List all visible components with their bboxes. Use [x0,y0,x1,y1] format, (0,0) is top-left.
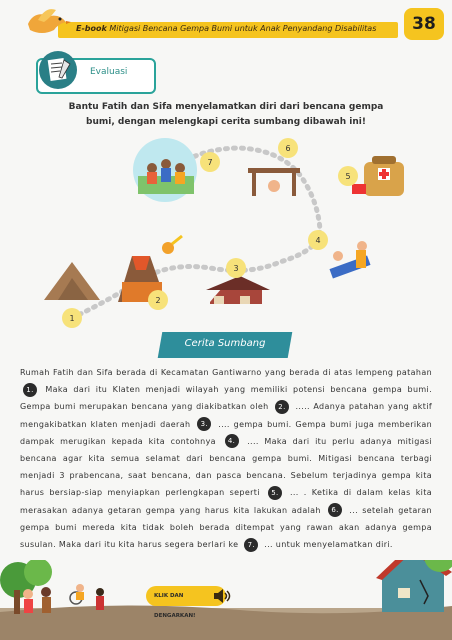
blank-marker-6: 6. [328,503,342,517]
step-marker-4 [308,230,328,250]
step-marker-5 [338,166,358,186]
blank-marker-2: 2. [275,400,289,414]
story-text-6: ... . Ketika di dalam kelas kita merasakan adanya getaran gempa yang harus kita lakukan adalah [20,488,432,515]
book-title-text: Mitigasi Bencana Gempa Bumi untuk Anak Penyandang Disabilitas [109,24,377,33]
story-text-8: ... untuk menyelamatkan diri. [264,540,393,550]
step-marker-7 [200,152,220,172]
story-text-1: Rumah Fatih dan Sifa berada di Kecamatan Gantiwarno yang berada di atas lempeng patahan [20,368,432,377]
step-5-label: 5 [345,172,351,181]
step-marker-1 [62,308,82,328]
step-2-label: 2 [155,296,161,305]
step-marker-3 [226,258,246,278]
listen-button[interactable]: KLIK DAN DENGARKAN! [146,586,226,606]
step-6-label: 6 [285,144,291,153]
speaker-icon[interactable] [212,588,232,604]
bird-icon [20,4,72,44]
story-text-7: ... setelah getaran gempa bumi mereda kita tidak boleh berada ditempat yang rawan akan adanya gempa susulan. Maka dari itu kita harus segera berlari ke [20,505,432,550]
story-text-3: ..... Adanya patahan yang aktif mengakibatkan klaten menjadi daerah [20,402,432,429]
step-3-label: 3 [233,264,239,273]
instruction-text: Bantu Fatih dan Sifa menyelamatkan diri dari bencana gempa bumi, dengan melengkapi cerita sumbang dibawah ini! [68,102,384,127]
blank-marker-7: 7. [244,538,258,552]
evaluation-label: Evaluasi [90,67,128,77]
story-text-2: Maka dari itu Klaten menjadi wilayah yang memiliki potensi bencana gempa bumi. Gempa bumi merupakan bencana yang diakibatkan oleh [20,385,432,412]
blank-marker-3: 3. [197,417,211,431]
document-icon [38,50,78,90]
page-header [0,0,452,44]
book-title [76,24,376,33]
step-4-label: 4 [315,236,321,245]
step-7-label: 7 [207,158,213,167]
blank-marker-1: 1. [23,383,37,397]
story-text-4: .... gempa bumi. Gempa bumi juga memberikan dampak merugikan kepada kita contohnya [20,419,432,446]
step-marker-2 [148,290,168,310]
story-title: Cerita Sumbang [184,338,266,349]
story-paragraph [20,364,432,553]
evacuation-path-map [0,130,452,350]
step-marker-6 [278,138,298,158]
ebook-label: E-book [76,24,107,33]
blank-marker-5: 5. [268,486,282,500]
step-1-label: 1 [69,314,75,323]
story-text-5: .... Maka dari itu perlu adanya mitigasi bencana agar kita semua selamat dari bencana gempa bumi. Mitigasi bencana terbagi menjadi 3 prabencana, saat bencana, dan pasca bencana. Sebelum terjadinya gempa kita harus bersiap-siap menyiapkan perlengkapan seperti [20,436,432,498]
blank-marker-4: 4. [225,434,239,448]
page-number: 38 [404,8,444,40]
